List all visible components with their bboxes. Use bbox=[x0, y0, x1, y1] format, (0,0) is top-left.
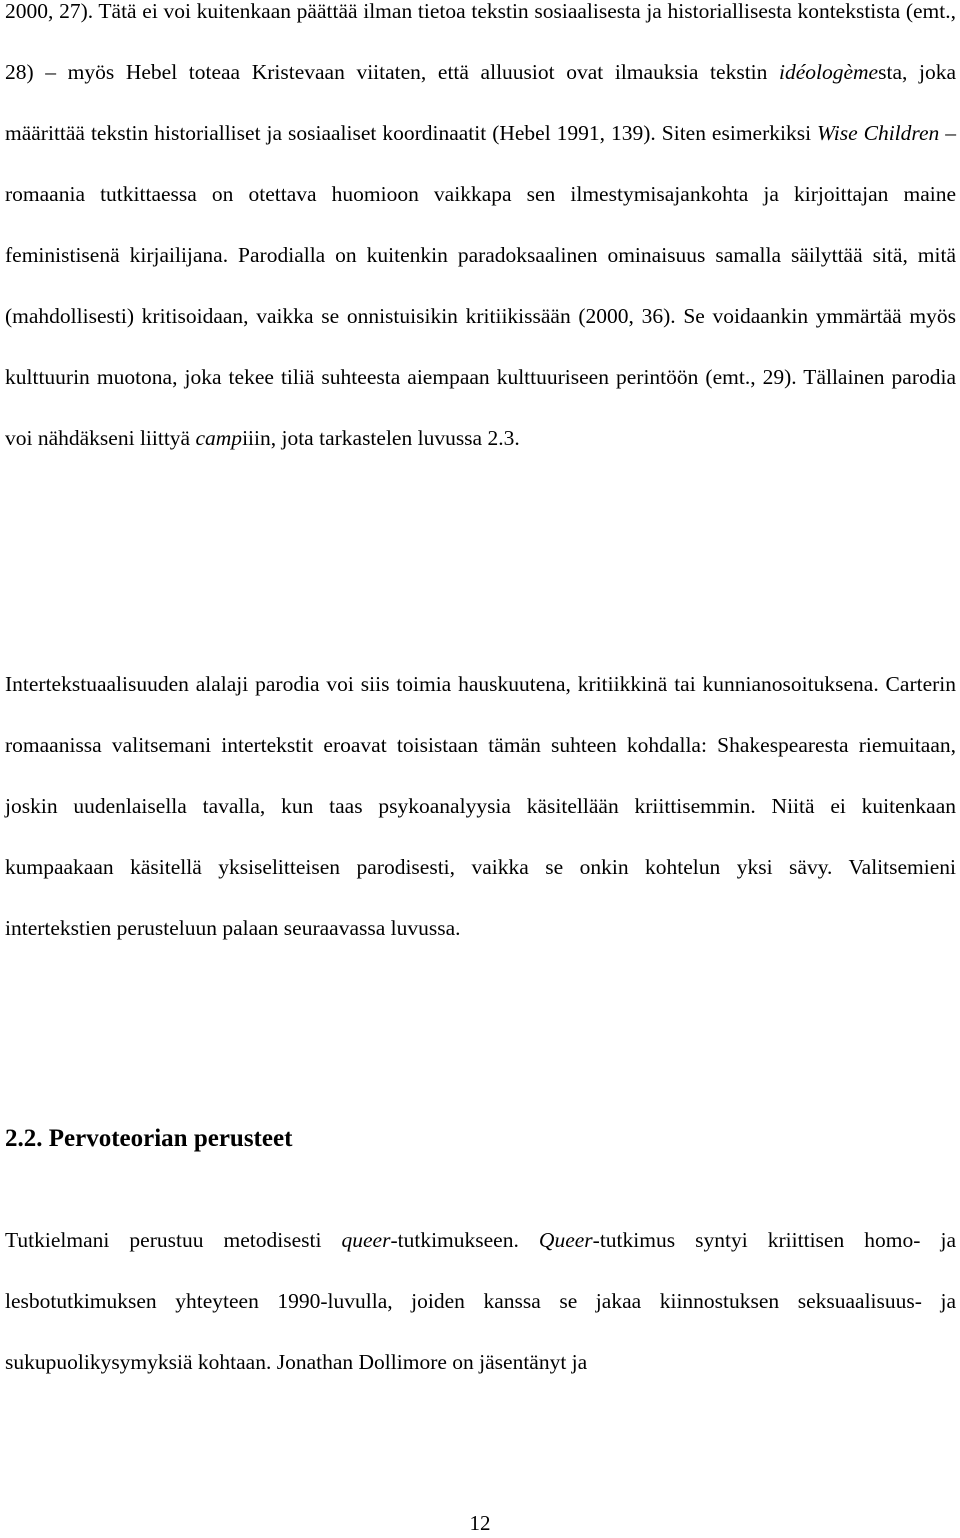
section-heading: 2.2. Pervoteorian perusteet bbox=[5, 1125, 293, 1152]
paragraph-intertext-subgenre: Intertekstuaalisuuden alalaji parodia voi siis toimia hauskuutena, kritiikkinä tai kunnianosoituksena. Carterin romaanissa valitsemani intertekstit eroavat toisistaan tämän suhteen kohdalla: Shakespearesta riemuitaan, joskin uudenlaisella tavalla, kun taas psykoanalyysia käsitellään kriittisemmin. Niitä ei kuitenkaan kumpaakaan käsitellä yksiselitteisen parodisesti, vaikka se onkin kohtelun yksi sävy. Valitsemieni intertekstien perusteluun palaan seuraavassa luvussa. bbox=[5, 672, 956, 940]
page-number: 12 bbox=[469, 1511, 491, 1535]
paragraph-queer-method: Tutkielmani perustuu metodisesti queer-tutkimukseen. Queer-tutkimus syntyi kriittisen homo- ja lesbotutkimuksen yhteyteen 1990-luvulla, joiden kanssa se jakaa kiinnostuksen seksuaalisuus- ja sukupuolikysymyksiä kohtaan. Jonathan Dollimore on jäsentänyt ja bbox=[5, 1228, 956, 1374]
paragraph-parody-context: 2000, 27). Tätä ei voi kuitenkaan päättää ilman tietoa tekstin sosiaalisesta ja historiallisesta kontekstista (emt., 28) – myös Hebel toteaa Kristevaan viitaten, että alluusiot ovat ilmauksia tekstin idéologèmesta, joka määrittää tekstin historialliset ja sosiaaliset koordinaatit (Hebel 1991, 139). Siten esimerkiksi Wise Children –romaania tutkittaessa on otettava huomioon vaikkapa sen ilmestymisajankohta ja kirjoittajan maine feministisenä kirjailijana. Parodialla on kuitenkin paradoksaalinen ominaisuus samalla säilyttää sitä, mitä (mahdollisesti) kritisoidaan, vaikka se onnistuisikin kritiikissään (2000, 36). Se voidaankin ymmärtää myös kulttuurin muotona, joka tekee tiliä suhteesta aiempaan kulttuuriseen perintöön (emt., 29). Tällainen parodia voi nähdäkseni liittyä campiiin, jota tarkastelen luvussa 2.3. bbox=[5, 0, 956, 450]
